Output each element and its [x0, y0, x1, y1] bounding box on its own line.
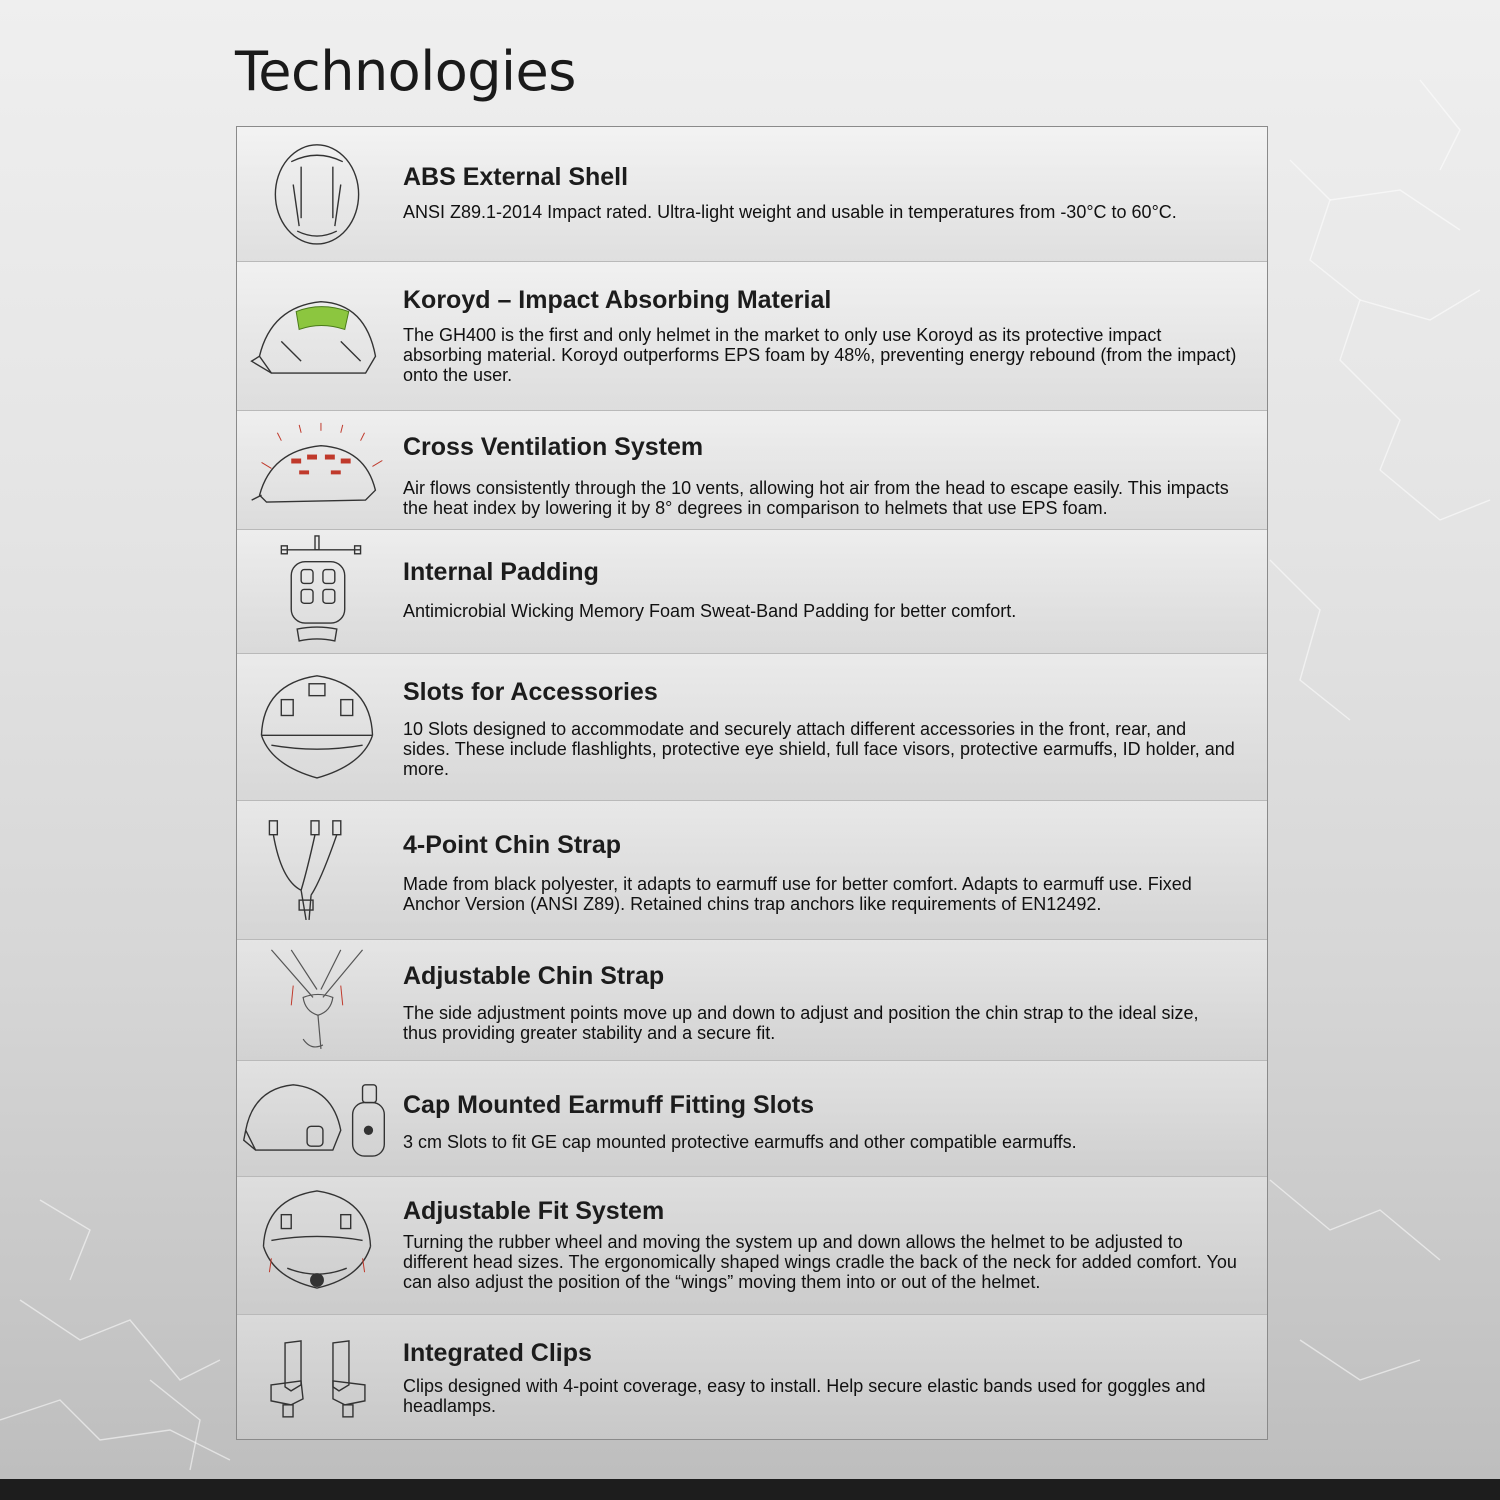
- technology-title: 4-Point Chin Strap: [403, 830, 622, 859]
- technology-description: Antimicrobial Wicking Memory Foam Sweat-Band Padding for better comfort.: [403, 601, 1017, 622]
- technology-title: Slots for Accessories: [403, 678, 658, 707]
- helmet-top-icon: [241, 127, 391, 261]
- technology-row-fit-system: [237, 1177, 1267, 1315]
- fit-system-helmet-icon: [241, 1177, 391, 1314]
- technology-title: Integrated Clips: [403, 1339, 592, 1368]
- technology-description: Clips designed with 4-point coverage, easy to install. Help secure elastic bands used for goggles and headlamps.: [403, 1376, 1206, 1417]
- technology-row-4-point-chin-strap: [237, 801, 1267, 940]
- technology-description: Made from black polyester, it adapts to earmuff use for better comfort. Adapts to earmuff use. Fixed Anchor Version (ANSI Z89). Retained chins trap anchors like requirements of EN12492.: [403, 873, 1192, 914]
- technology-title: Koroyd – Impact Absorbing Material: [403, 285, 832, 314]
- technology-title: Internal Padding: [403, 558, 599, 587]
- technology-title: Cap Mounted Earmuff Fitting Slots: [403, 1090, 815, 1119]
- technology-title: Adjustable Chin Strap: [403, 961, 665, 990]
- koroyd-helmet-icon: [241, 262, 391, 410]
- technology-row-adjustable-chin-strap: [237, 940, 1267, 1061]
- clips-icon: [241, 1315, 391, 1439]
- technology-description: Turning the rubber wheel and moving the system up and down allows the helmet to be adjusted to different head sizes. The ergonomically shaped wings cradle the back of the neck for added comfort. You can also adjust the position of the “wings” moving them into or out of the helmet.: [403, 1232, 1237, 1293]
- chin-strap-icon: [241, 801, 391, 939]
- technology-description: The GH400 is the first and only helmet in the market to only use Koroyd as its protective impact absorbing material. Koroyd outperforms EPS foam by 48%, preventing energy rebound (from the impact) onto the user.: [403, 324, 1237, 385]
- technology-row-abs-shell: [237, 127, 1267, 262]
- technology-description: The side adjustment points move up and down to adjust and position the chin strap to the ideal size, thus providing greater stability and a secure fit.: [403, 1002, 1199, 1043]
- technology-description: ANSI Z89.1-2014 Impact rated. Ultra-light weight and usable in temperatures from -30°C to 60°C.: [403, 202, 1177, 222]
- technology-row-koroyd: [237, 262, 1267, 411]
- technology-description: 10 Slots designed to accommodate and securely attach different accessories in the front, rear, and sides. These include flashlights, protective eye shield, full face visors, protective earmuffs, ID holder, and more.: [403, 719, 1235, 780]
- technology-title: ABS External Shell: [403, 163, 629, 191]
- technology-row-earmuff-slots: [237, 1061, 1267, 1178]
- technology-description: Air flows consistently through the 10 vents, allowing hot air from the head to escape easily. This impacts the heat index by lowering it by 8° degrees in comparison to helmets that use EPS foam.: [403, 477, 1229, 518]
- bottom-bar: [0, 1479, 1500, 1500]
- earmuff-helmet-icon: [241, 1061, 391, 1177]
- padding-icon: [241, 530, 391, 653]
- accessory-slots-helmet-icon: [241, 654, 391, 800]
- technology-title: Adjustable Fit System: [403, 1197, 665, 1226]
- technology-row-padding: [237, 530, 1267, 654]
- technology-description: 3 cm Slots to fit GE cap mounted protective earmuffs and other compatible earmuffs.: [403, 1131, 1077, 1152]
- technologies-panel: [236, 126, 1268, 1440]
- ventilation-helmet-icon: [241, 411, 391, 530]
- technology-row-ventilation: [237, 411, 1267, 531]
- adjustable-chin-strap-icon: [241, 940, 391, 1060]
- technology-title: Cross Ventilation System: [403, 432, 704, 461]
- technology-row-integrated-clips: [237, 1315, 1267, 1439]
- technology-row-accessory-slots: [237, 654, 1267, 801]
- page-title: Technologies: [235, 40, 576, 103]
